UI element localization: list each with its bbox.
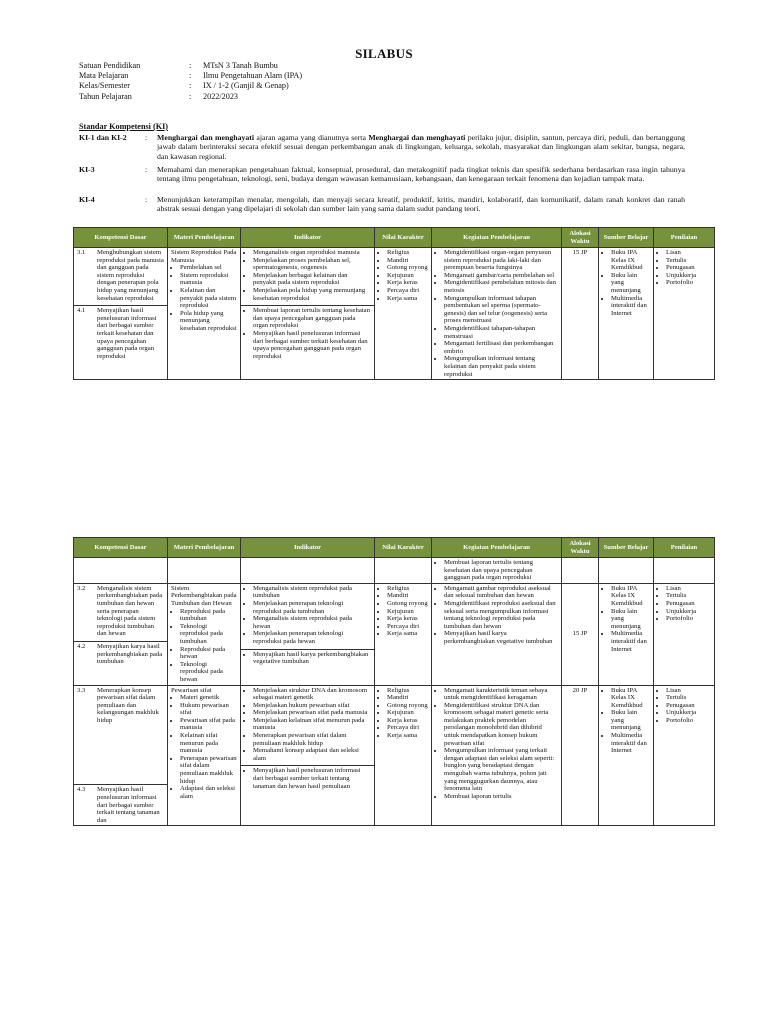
- list-item: • Menyajikan hasil penelusuran informasi dari berbagai sumber terkait tentang tanaman dan hewan hasil pemuliaan: [253, 767, 371, 790]
- identity-block: [79, 61, 302, 102]
- nilai-karakter-cell: [375, 685, 432, 826]
- list-item: • Materi genetik: [180, 694, 237, 702]
- list-item: • Multimedia interaktif dan Internet: [611, 630, 650, 653]
- list-item: • Unjukkerja: [666, 272, 711, 280]
- list-item: • Buku lain yang menunjang: [611, 709, 650, 732]
- list-item: • Reproduksi pada hewan: [180, 646, 237, 661]
- penilaian-cell: [654, 583, 715, 685]
- info-value: MTsN 3 Tanah Bumbu: [203, 61, 278, 70]
- alokasi-cell: 20 JP: [562, 685, 599, 826]
- materi-cell: Sistem Perkembangbiakan pada Tumbuhan dan Hewan • Reproduksi pada tumbuhan • Teknologi reproduksi pada tumbuhan • Reproduksi pada hewan • Teknologi reproduksi pada hewan: [168, 583, 241, 685]
- list-item: • Kerja sama: [387, 295, 428, 303]
- list-item: • Percaya diri: [387, 623, 428, 631]
- ki-4-row: KI-4 : Menunjukkan keterampilan menalar, mengolah, dan menyaji secara kreatif, produktif, kritis, mandiri, kolaboratif, dan komunikatif, dalam ranah konkret dan ranah abstrak sesuai dengan yang dipelajari di sekolah dan sumber lain yang sama dalam sudut pandang teori.: [79, 195, 685, 214]
- list-item: • Percaya diri: [387, 724, 428, 732]
- column-header: Nilai Karakter: [375, 228, 432, 248]
- list-item: • Menjelaskan struktur DNA dan kromosom sebagai materi genetik: [253, 687, 371, 702]
- nilai-karakter-cell: [375, 248, 432, 380]
- column-header: Nilai Karakter: [375, 538, 432, 558]
- list-item: • Membuat laporan tertulis tentang kesehatan dan upaya pencegahan gangguan pada organ reproduksi: [253, 307, 371, 330]
- list-item: • Penugasan: [666, 264, 711, 272]
- kompetensi-dasar-cell: 3.2 Menganalisis sistem perkembangbiakan pada tumbuhan dan hewan serta penerapan teknologi pada sistem reproduksi tumbuhan dan hewan 4.2 Menyajikan karya hasil perkembangbiakan pada tumbuhan: [74, 583, 168, 685]
- info-row: [79, 61, 302, 71]
- list-item: • Portofolio: [666, 615, 711, 623]
- column-header: Sumber Belajar: [599, 538, 654, 558]
- list-item: • Kejujuran: [387, 272, 428, 280]
- list-item: • Religius: [387, 249, 428, 257]
- sumber-cell: [599, 685, 654, 826]
- list-item: • Kejujuran: [387, 709, 428, 717]
- ki-text: Menghargai dan menghayati ajaran agama yang dianutnya serta Menghargai dan menghayati perilaku jujur, disiplin, santun, percaya diri, peduli, dan bertanggung jawab dalam berinteraksi secara efektif sesuai dengan perkembangan anak di lingkungan, keluarga, sekolah, masyarakat dan lingkungan alam sekitar, bangsa, negara, dan kawasan regional.: [157, 133, 685, 161]
- list-item: • Portofolio: [666, 717, 711, 725]
- info-colon: :: [189, 81, 192, 91]
- info-row: [79, 81, 302, 91]
- kegiatan-cell: [432, 583, 562, 685]
- kegiatan-cell: [432, 248, 562, 380]
- list-item: • Reproduksi pada tumbuhan: [180, 608, 237, 623]
- list-item: • Kerja keras: [387, 717, 428, 725]
- list-item: • Mengidentifikasi organ-organ penyusun sistem reproduksi pada laki-laki dan perempuan beserta fungsinya: [444, 249, 558, 272]
- list-item: • Pola hidup yang menunjang kesehatan reproduksi: [180, 310, 237, 333]
- list-item: • Mengamati gambar/carta pembelahan sel: [444, 272, 558, 280]
- info-row: [79, 92, 302, 102]
- list-item: • Kelainan dan penyakit pada sistem reproduksi: [180, 287, 237, 310]
- list-item: • Lisan: [666, 585, 711, 593]
- indikator-cell: [241, 685, 375, 826]
- materi-cell: Pewarisan sifat • Materi genetik • Hukum pewarisan sifat • Pewarisan sifat pada manusia • Kelainan sifat menurun pada manusia • Penerapan pewarisan sifat dalam pemuliaan makhluk hidup • Adaptasi dan seleksi alam: [168, 685, 241, 826]
- column-header: Penilaian: [654, 228, 715, 248]
- list-item: • Kelainan sifat menurun pada manusia: [180, 732, 237, 755]
- list-item: • Menjelaskan hukum pewarisan sifat: [253, 702, 371, 710]
- list-item: • Mengidentifikasi struktur DNA dan kromosom sebagai materi genetic serta melakukan praktek pemodelan persilangan monohibrid dan dihibrid untuk mendapatkan konsep hukum pewarisan sifat: [444, 702, 558, 748]
- info-colon: :: [189, 71, 192, 81]
- list-item: • Tertulis: [666, 592, 711, 600]
- list-item: • Menganalisis sistem reproduksi pada hewan: [253, 615, 371, 630]
- ki-1-2-row: KI-1 dan KI-2 : Menghargai dan menghayati ajaran agama yang dianutnya serta Menghargai dan menghayati perilaku jujur, disiplin, santun, percaya diri, peduli, dan bertanggung jawab dalam berinteraksi secara efektif sesuai dengan perkembangan anak di lingkungan, keluarga, sekolah, masyarakat dan lingkungan alam sekitar, bangsa, negara, dan kawasan regional.: [79, 133, 685, 161]
- list-item: • Menyajikan hasil karya perkembangbiakan vegetative tumbuhan: [253, 651, 371, 666]
- list-item: • Mengamati karakteristik teman sebaya untuk mengidentifikasi keragaman: [444, 687, 558, 702]
- list-item: • Mengumpulkan informasi yang terkait dengan adaptasi dan seleksi alam seperti: bunglon yang beradaptasi dengan mengubah warna tubuhnya, pohon jati yang menggugurkan daunnya, atau fenomena lain: [444, 747, 558, 793]
- info-value: IX / 1-2 (Ganjil & Genap): [203, 81, 289, 91]
- list-item: • Menjelaskan pola hidup yang memunjang kesehatan reproduksi: [253, 287, 371, 302]
- syllabus-table-1: [73, 227, 715, 380]
- list-item: • Mengidentifikasi tahapan-tahapan menstruasi: [444, 325, 558, 340]
- info-colon: :: [189, 61, 192, 70]
- list-item: • Buku lain yang menunjang: [611, 272, 650, 295]
- list-item: • Memahami konsep adaptasi dan seleksi alam: [253, 747, 371, 762]
- list-item: • Penugasan: [666, 702, 711, 710]
- table-row: [74, 248, 715, 380]
- list-item: • Penerapan pewarisan sifat dalam pemuliaan makhluk hidup: [180, 755, 237, 785]
- list-item: • Portofolio: [666, 279, 711, 287]
- column-header: Kegiatan Pembelajaran: [432, 538, 562, 558]
- list-item: • Menyajikan hasil karya perkembangbiakan vegetative tumbuhan: [444, 630, 558, 645]
- info-label: Satuan Pendidikan: [79, 61, 141, 70]
- list-item: • Mandiri: [387, 694, 428, 702]
- info-value: 2022/2023: [203, 91, 239, 101]
- list-item: • Membuat laporan tertulis: [444, 793, 558, 801]
- list-item: • Hukum pewarisan sifat: [180, 702, 237, 717]
- syllabus-table-2: [73, 537, 715, 826]
- list-item: • Pewarisan sifat pada manusia: [180, 717, 237, 732]
- list-item: • Buku IPA Kelas IX Kemdikbud: [611, 585, 650, 608]
- ki-text: Memahami dan menerapkan pengetahuan faktual, konseptual, prosedural, dan metakognitif pada tingkat teknis dan spesifik sederhana berdasarkan rasa ingin tahunya tentang ilmu pengetahuan, teknologi, seni, budaya dengan wawasan kemanusiaan, kebangsaan, dan kenegaraan terkait fenomena dan kejadian tampak mata.: [157, 165, 685, 184]
- list-item: • Gotong royong: [387, 600, 428, 608]
- penilaian-cell: [654, 685, 715, 826]
- list-item: • Penugasan: [666, 600, 711, 608]
- info-label: Tahun Pelajaran: [79, 91, 132, 101]
- column-header: Indikator: [241, 228, 375, 248]
- column-header: Kegiatan Pembelajaran: [432, 228, 562, 248]
- list-item: • Buku lain yang menunjang: [611, 608, 650, 631]
- info-label: Kelas/Semester: [79, 81, 130, 91]
- sumber-cell: [599, 248, 654, 380]
- list-item: • Multimedia interaktif dan Internet: [611, 295, 650, 318]
- list-item: • Adaptasi dan seleksi alam: [180, 785, 237, 800]
- list-item: • Tertulis: [666, 694, 711, 702]
- info-value: Ilmu Pengetahuan Alam (IPA): [203, 71, 303, 81]
- table-row: [74, 583, 715, 685]
- indikator-cell: [241, 583, 375, 685]
- standar-kompetensi-heading: Standar Kompetensi (KI): [79, 122, 169, 131]
- column-header: Materi Pembelajaran: [168, 228, 241, 248]
- list-item: • Multimedia interaktif dan Internet: [611, 732, 650, 755]
- ki-3-row: KI-3 : Memahami dan menerapkan pengetahuan faktual, konseptual, prosedural, dan metakognitif pada tingkat teknis dan spesifik sederhana berdasarkan rasa ingin tahunya tentang ilmu pengetahuan, teknologi, seni, budaya dengan wawasan kemanusiaan, kebangsaan, dan kenegaraan terkait fenomena dan kejadian tampak mata.: [79, 165, 685, 184]
- list-item: • Religius: [387, 585, 428, 593]
- nilai-karakter-cell: [375, 583, 432, 685]
- list-item: • Pembelahan sel: [180, 264, 237, 272]
- list-item: • Gotong royong: [387, 702, 428, 710]
- kegiatan-cell: [432, 685, 562, 826]
- table-header-row: [74, 538, 715, 558]
- info-row: [79, 71, 302, 81]
- list-item: • Mengumpulkan informasi tahapan pembentukan sel sperma (spermato-genesis) dan sel telur (oogenesis) serta proses menstruasi: [444, 295, 558, 325]
- list-item: • Menyajikan hasil penelusuran informasi dari berbagai sumber terkait kesehatan dan upaya pencegahan gangguan pada organ reproduksi: [253, 330, 371, 360]
- list-item: • Mandiri: [387, 592, 428, 600]
- column-header: Indikator: [241, 538, 375, 558]
- list-item: • Mengidentifikasi pembelahan mitosis dan meiosis: [444, 279, 558, 294]
- list-item: • Menjelaskan proses pembelahan sel, spermatogenesis, oogenesis: [253, 257, 371, 272]
- list-item: • Menjelaskan penerapan teknologi reproduksi pada hewan: [253, 630, 371, 645]
- list-item: • Kejujuran: [387, 608, 428, 616]
- list-item: • Lisan: [666, 249, 711, 257]
- ki-text: Menunjukkan keterampilan menalar, mengolah, dan menyaji secara kreatif, produktif, kritis, mandiri, kolaboratif, dan komunikatif, dalam ranah konkret dan ranah abstrak sesuai dengan yang dipelajari di sekolah dan sumber lain yang sama dalam sudut pandang teori.: [157, 195, 685, 214]
- kompetensi-dasar-cell: 3.1 Menghubungkan sistem reproduksi pada manusia dan gangguan pada sistem reproduksi dengan penerapan pola hidup yang menunjang kesehatan reproduksi 4.1 Menyajikan hasil penelusuran informasi dari berbagai sumber terkait kesehatan dan upaya pencegahan gangguan pada organ reproduksi: [74, 248, 168, 380]
- list-item: • Menjelaskan penerapan teknologi reproduksi pada tumbuhan: [253, 600, 371, 615]
- table-row: [74, 685, 715, 826]
- ki-label: KI-3: [79, 165, 95, 174]
- ki-label: KI-4: [79, 195, 95, 204]
- list-item: • Mengumpulkan informasi tentang kelainan dan penyakit pada sistem reproduksi: [444, 355, 558, 378]
- column-header: Alokasi Waktu: [562, 228, 599, 248]
- list-item: • Mengamati gambar reproduksi aseksual dan seksual tumbuhan dan hewan: [444, 585, 558, 600]
- list-item: • Kerja keras: [387, 279, 428, 287]
- table-row-continuation: [74, 558, 715, 584]
- list-item: • Kerja sama: [387, 732, 428, 740]
- materi-cell: Sistem Reproduksi Pada Manusia • Pembelahan sel • Sistem reproduksi manusia • Kelainan dan penyakit pada sistem reproduksi • Pola hidup yang menunjang kesehatan reproduksi: [168, 248, 241, 380]
- list-item: • Menerapkan pewarisan sifat dalam pemuliaan makhluk hidup: [253, 732, 371, 747]
- column-header: Sumber Belajar: [599, 228, 654, 248]
- indikator-cell: [241, 248, 375, 380]
- list-item: • Menjelaskan pewarisan sifat pada manusia: [253, 709, 371, 717]
- list-item: • Tertulis: [666, 257, 711, 265]
- list-item: • Menjelaskan kelainan sifat menurun pada manusia: [253, 717, 371, 732]
- column-header: Materi Pembelajaran: [168, 538, 241, 558]
- page-title: SILABUS: [355, 46, 413, 61]
- list-item: • Kerja sama: [387, 630, 428, 638]
- list-item: • Mengidentifikasi reproduksi aseksual dan seksual serta mengumpulkan informasi tentang teknologi reproduksi pada tumbuhan dan hewan: [444, 600, 558, 630]
- list-item: • Kerja keras: [387, 615, 428, 623]
- list-item: • Menganalisis organ reproduksi manusia: [253, 249, 371, 257]
- kompetensi-dasar-cell: 3.3 Menerapkan konsep pewarisan sifat dalam pemuliaan dan kelangsungan makhluk hidup 4.3 Menyajikan hasil penelusuran informasi dari berbagai sumber terkait tentang tanaman dan: [74, 685, 168, 826]
- list-item: • Buku IPA Kelas IX Kemdikbud: [611, 249, 650, 272]
- list-item: • Percaya diri: [387, 287, 428, 295]
- list-item: • Teknologi reproduksi pada hewan: [180, 661, 237, 684]
- list-item: • Menjelaskan berbagai kelainan dan penyakit pada sistem reproduksi: [253, 272, 371, 287]
- info-label: Mata Pelajaran: [79, 71, 129, 81]
- alokasi-cell: 15 JP: [562, 583, 599, 685]
- table-header-row: [74, 228, 715, 248]
- list-item: • Lisan: [666, 687, 711, 695]
- column-header: Kompetensi Dasar: [74, 538, 168, 558]
- column-header: Alokasi Waktu: [562, 538, 599, 558]
- penilaian-cell: [654, 248, 715, 380]
- list-item: • Unjukkerja: [666, 709, 711, 717]
- column-header: Penilaian: [654, 538, 715, 558]
- list-item: • Buku IPA Kelas IX Kemdikbud: [611, 687, 650, 710]
- list-item: • Teknologi reproduksi pada tumbuhan: [180, 623, 237, 646]
- list-item: • Gotong royong: [387, 264, 428, 272]
- list-item: • Sistem reproduksi manusia: [180, 272, 237, 287]
- kegiatan-cell: • Membuat laporan tertulis tentang kesehatan dan upaya pencegahan gangguan pada organ reproduksi: [432, 558, 562, 584]
- ki-label: KI-1 dan KI-2: [79, 133, 127, 142]
- list-item: • Menganalisis sistem reproduksi pada tumbuhan: [253, 585, 371, 600]
- column-header: Kompetensi Dasar: [74, 228, 168, 248]
- alokasi-cell: 15 JP: [562, 248, 599, 380]
- list-item: • Mengamati fertilisasi dan perkembangan embrio: [444, 340, 558, 355]
- list-item: • Mandiri: [387, 257, 428, 265]
- list-item: • Unjukkerja: [666, 608, 711, 616]
- list-item: • Religius: [387, 687, 428, 695]
- info-colon: :: [189, 91, 192, 101]
- sumber-cell: [599, 583, 654, 685]
